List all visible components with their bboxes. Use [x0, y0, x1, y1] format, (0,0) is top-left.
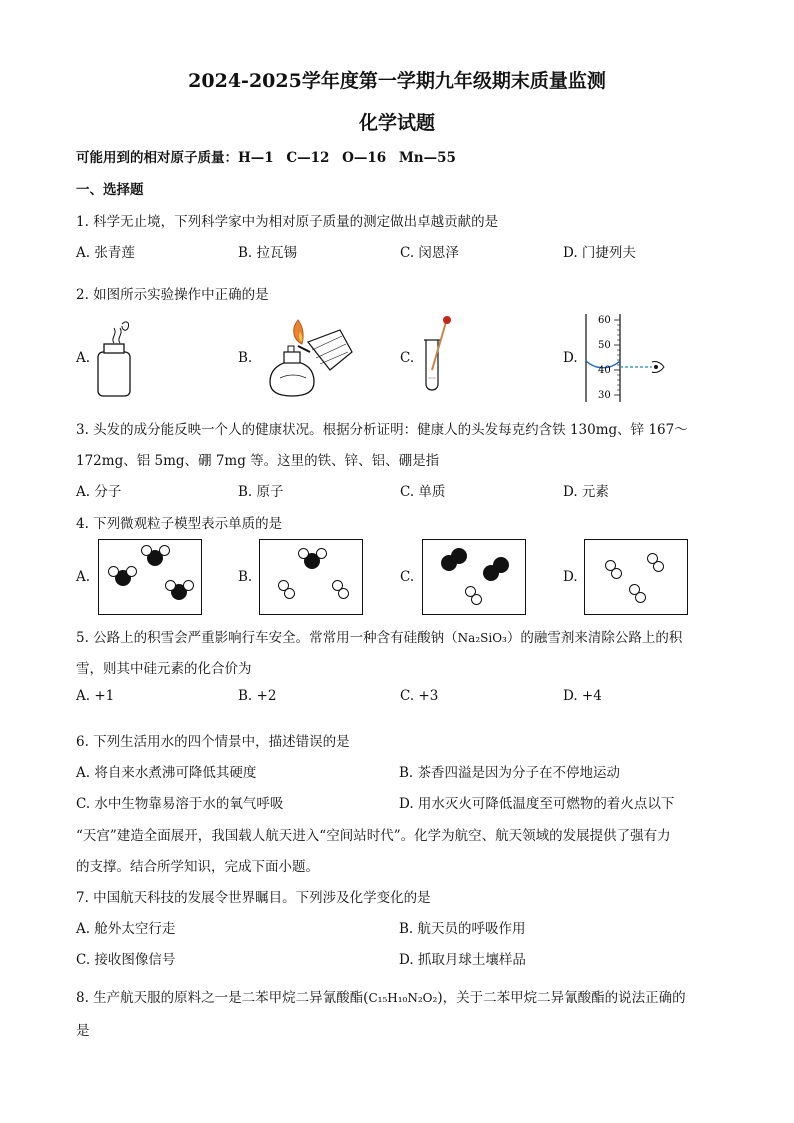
q6-option-a[interactable]: A. 将自来水煮沸可降低其硬度 — [76, 765, 257, 781]
smelling-bottle-figure — [92, 316, 137, 401]
atomic-mass-line: 可能用到的相对原子质量：H—1 C—12 O—16 Mn—55 — [76, 150, 456, 166]
q5-option-d[interactable]: D. +4 — [563, 688, 602, 704]
q8-text-a: 8. 生产航天服的原料之一是二苯甲烷二异氰酸酯( — [76, 990, 369, 1006]
atom-white — [126, 566, 137, 577]
q5-option-a[interactable]: A. +1 — [76, 688, 115, 704]
atom-white — [284, 588, 295, 599]
atom-black — [493, 557, 509, 573]
q5-stem-line2: 雪，则其中硅元素的化合价为 — [76, 661, 252, 677]
particle-model-c — [422, 539, 526, 615]
q1-option-b[interactable]: B. 拉瓦锡 — [238, 245, 298, 261]
alcohol-lamp-figure — [260, 312, 355, 402]
q3-option-c[interactable]: C. 单质 — [400, 484, 446, 500]
q4-option-b[interactable]: B. — [238, 569, 253, 585]
atom-white — [159, 545, 170, 556]
q6-stem: 6. 下列生活用水的四个情景中，描述错误的是 — [76, 734, 350, 750]
atom-white — [316, 548, 327, 559]
q2-stem: 2. 如图所示实验操作中正确的是 — [76, 287, 269, 303]
q2-option-d[interactable]: D. — [563, 350, 578, 366]
test-tube-match-figure — [418, 314, 458, 399]
q1-option-a[interactable]: A. 张青莲 — [76, 245, 135, 261]
particle-model-a — [98, 539, 202, 615]
atom-white — [635, 592, 646, 603]
q3-stem-line2: 172mg、铝 5mg、硼 7mg 等。这里的铁、锌、铝、硼是指 — [76, 453, 440, 469]
q4-option-a[interactable]: A. — [76, 569, 91, 585]
atom-white — [653, 561, 664, 572]
q2-option-a[interactable]: A. — [76, 350, 91, 366]
q7-option-d[interactable]: D. 抓取月球土壤样品 — [399, 952, 526, 968]
atom-white — [298, 548, 309, 559]
passage-line1: “天宫”建造全面展开，我国载人航天进入“空间站时代”。化学为航空、航天领域的发展提供了强有力 — [76, 828, 671, 844]
q5-stem-line1 — [76, 626, 682, 646]
q1-stem: 1. 科学无止境，下列科学家中为相对原子质量的测定做出卓越贡献的是 — [76, 214, 499, 230]
particle-model-d — [584, 539, 688, 615]
q4-option-d[interactable]: D. — [563, 569, 578, 585]
q2-option-c[interactable]: C. — [400, 350, 415, 366]
atom-white — [141, 545, 152, 556]
q6-option-c[interactable]: C. 水中生物靠易溶于水的氧气呼吸 — [76, 796, 284, 812]
atom-white — [183, 580, 194, 591]
q5-option-c[interactable]: C. +3 — [400, 688, 439, 704]
paper-title: 2024-2025学年度第一学期九年级期末质量监测 — [188, 70, 606, 92]
q7-stem: 7. 中国航天科技的发展令世界瞩目。下列涉及化学变化的是 — [76, 890, 431, 906]
q4-option-c[interactable]: C. — [400, 569, 415, 585]
atom-white — [165, 580, 176, 591]
atom-white — [471, 594, 482, 605]
passage-line2: 的支撑。结合所学知识，完成下面小题。 — [76, 859, 319, 875]
q5-text-a: 5. 公路上的积雪会严重影响行车安全。常常用一种含有硅酸钠（ — [76, 630, 458, 646]
particle-model-b — [259, 539, 363, 615]
q8-text-b: )，关于二苯甲烷二异氰酸酯的说法正确的 — [437, 990, 686, 1006]
cylinder-reading-figure — [578, 312, 670, 404]
q5-option-b[interactable]: B. +2 — [238, 688, 277, 704]
q6-option-d[interactable]: D. 用水灭火可降低温度至可燃物的着火点以下 — [399, 796, 675, 812]
q3-option-a[interactable]: A. 分子 — [76, 484, 122, 500]
cylinder-tick-label: 40 — [598, 365, 611, 376]
paper-subtitle: 化学试题 — [358, 112, 435, 134]
q6-option-b[interactable]: B. 茶香四溢是因为分子在不停地运动 — [399, 765, 621, 781]
q2-option-b[interactable]: B. — [238, 350, 253, 366]
q8-stem-line1 — [76, 986, 686, 1006]
q7-option-c[interactable]: C. 接收图像信号 — [76, 952, 176, 968]
q3-stem-line1: 3. 头发的成分能反映一个人的健康状况。根据分析证明：健康人的头发每克约含铁 130mg、锌 167～ — [76, 422, 688, 438]
q3-option-d[interactable]: D. 元素 — [563, 484, 609, 500]
atom-white — [108, 566, 119, 577]
atom-black — [451, 548, 467, 564]
atom-white — [611, 568, 622, 579]
q8-formula: C₁₅H₁₀N₂O₂ — [368, 991, 438, 1005]
cylinder-tick-label: 50 — [598, 340, 611, 351]
q5-text-b: ）的融雪剂来清除公路上的积 — [506, 630, 683, 646]
q3-option-b[interactable]: B. 原子 — [238, 484, 284, 500]
q8-stem-line2: 是 — [76, 1023, 90, 1039]
q4-stem: 4. 下列微观粒子模型表示单质的是 — [76, 516, 283, 532]
section-heading: 一、选择题 — [76, 182, 144, 198]
q5-formula: Na₂SiO₃ — [457, 631, 507, 645]
cylinder-tick-label: 60 — [598, 315, 611, 326]
q7-option-a[interactable]: A. 舱外太空行走 — [76, 921, 176, 937]
cylinder-tick-label: 30 — [598, 390, 611, 401]
q1-option-d[interactable]: D. 门捷列夫 — [563, 245, 636, 261]
q7-option-b[interactable]: B. 航天员的呼吸作用 — [399, 921, 526, 937]
q1-option-c[interactable]: C. 闵恩泽 — [400, 245, 459, 261]
atom-white — [338, 588, 349, 599]
